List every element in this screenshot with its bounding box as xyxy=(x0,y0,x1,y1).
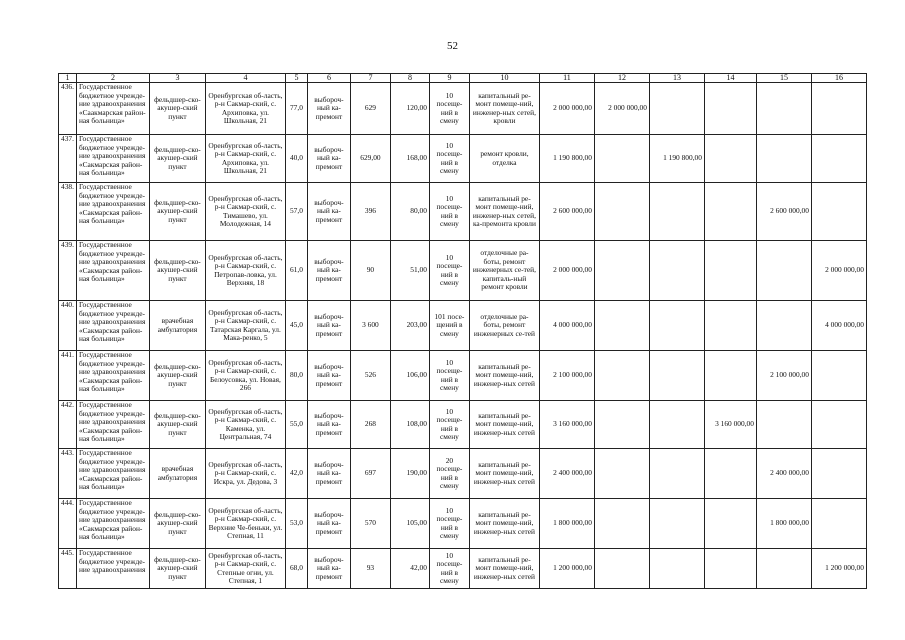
facility-address: Оренбургская об-ласть, р-н Сакмар-ский, с. Каменка, ул. Центральная, 74 xyxy=(205,401,285,449)
population-value: 396 xyxy=(350,183,390,241)
capacity-value: 10 посеще-ний в смену xyxy=(429,83,469,135)
works-description: капитальный ре-монт помеще-ний, инженер-ных сетей xyxy=(469,549,539,589)
year-amount-14: 3 160 000,00 xyxy=(704,401,756,449)
repair-type: выбороч-ный ка-премонт xyxy=(307,449,350,499)
works-description: капитальный ре-монт помеще-ний, инженер-ных сетей, кровли xyxy=(469,83,539,135)
row-number: 437. xyxy=(59,135,77,183)
unit-cost-value: 190,00 xyxy=(390,449,429,499)
table-row xyxy=(59,241,867,301)
facility-address: Оренбургская об-ласть, р-н Сакмар-ский, с. Тимашево, ул. Молодежная, 14 xyxy=(205,183,285,241)
institution-name: Государственное бюджетное учрежде-ние здравоохранения «Сакмарская район-ная больница» xyxy=(76,449,149,499)
year-amount-12 xyxy=(594,183,649,241)
area-value: 53,0 xyxy=(285,499,307,549)
institution-name: Государственное бюджетное учрежде-ние здравоохранения «Саакмарская район-ная больница» xyxy=(76,83,149,135)
year-amount-14 xyxy=(704,499,756,549)
unit-cost-value: 105,00 xyxy=(390,499,429,549)
institution-name: Государственное бюджетное учрежде-ние здравоохранения «Сакмарская район-ная больница» xyxy=(76,135,149,183)
unit-cost-value: 120,00 xyxy=(390,83,429,135)
total-cost: 2 000 000,00 xyxy=(539,241,594,301)
year-amount-16: 2 000 000,00 xyxy=(811,241,866,301)
repair-type: выбороч-ный ка-премонт xyxy=(307,351,350,401)
year-amount-15: 2 400 000,00 xyxy=(756,449,811,499)
capacity-value: 10 посеще-ний в смену xyxy=(429,351,469,401)
column-header: 5 xyxy=(285,74,307,83)
total-cost: 1 190 800,00 xyxy=(539,135,594,183)
year-amount-13 xyxy=(649,241,704,301)
works-description: отделочные ра-боты, ремонт инженерных се-тей, капиталь-ный ремонт кровли xyxy=(469,241,539,301)
facility-type: фельдшер-ско-акушер-ский пункт xyxy=(149,549,205,589)
row-number: 441. xyxy=(59,351,77,401)
year-amount-16 xyxy=(811,183,866,241)
row-number: 445. xyxy=(59,549,77,589)
row-number: 444. xyxy=(59,499,77,549)
table-row xyxy=(59,499,867,549)
facility-type: фельдшер-ско-акушер-ский пункт xyxy=(149,401,205,449)
facility-address: Оренбургская об-ласть, р-н Сакмар-ский, с. Архиповка, ул. Школьная, 21 xyxy=(205,83,285,135)
total-cost: 4 000 000,00 xyxy=(539,301,594,351)
works-description: капитальный ре-монт помеще-ний, инженер-ных сетей xyxy=(469,449,539,499)
year-amount-14 xyxy=(704,135,756,183)
year-amount-15: 2 600 000,00 xyxy=(756,183,811,241)
column-header: 6 xyxy=(307,74,350,83)
year-amount-15 xyxy=(756,301,811,351)
works-description: капитальный ре-монт помеще-ний, инженер-ных сетей, ка-премонта кровли xyxy=(469,183,539,241)
column-header: 4 xyxy=(205,74,285,83)
year-amount-16 xyxy=(811,351,866,401)
population-value: 268 xyxy=(350,401,390,449)
institution-name: Государственное бюджетное учрежде-ние здравоохранения «Сакмарская район-ная больница» xyxy=(76,183,149,241)
year-amount-16: 1 200 000,00 xyxy=(811,549,866,589)
institution-name: Государственное бюджетное учрежде-ние здравоохранения «Сакмарская район-ная больница» xyxy=(76,401,149,449)
institution-name: Государственное бюджетное учрежде-ние здравоохранения «Сакмарская район-ная больница» xyxy=(76,351,149,401)
repair-type: выбороч-ный ка-премонт xyxy=(307,549,350,589)
column-header: 13 xyxy=(649,74,704,83)
row-number: 440. xyxy=(59,301,77,351)
institution-name: Государственное бюджетное учрежде-ние здравоохранения «Сакмарская район-ная больница» xyxy=(76,499,149,549)
capacity-value: 10 посеще-ний в смену xyxy=(429,401,469,449)
year-amount-13 xyxy=(649,83,704,135)
table-row xyxy=(59,549,867,589)
column-header: 14 xyxy=(704,74,756,83)
table-row xyxy=(59,301,867,351)
year-amount-16 xyxy=(811,499,866,549)
year-amount-12 xyxy=(594,499,649,549)
year-amount-14 xyxy=(704,83,756,135)
column-header: 12 xyxy=(594,74,649,83)
year-amount-12 xyxy=(594,401,649,449)
year-amount-15 xyxy=(756,401,811,449)
row-number: 438. xyxy=(59,183,77,241)
total-cost: 3 160 000,00 xyxy=(539,401,594,449)
area-value: 42,0 xyxy=(285,449,307,499)
area-value: 45,0 xyxy=(285,301,307,351)
population-value: 697 xyxy=(350,449,390,499)
facility-address: Оренбургская об-ласть, р-н Сакмар-ский, с. Верхние Че-беньки, ул. Степная, 11 xyxy=(205,499,285,549)
facility-type: врачебная амбулатория xyxy=(149,449,205,499)
population-value: 93 xyxy=(350,549,390,589)
capacity-value: 10 посеще-ний в смену xyxy=(429,499,469,549)
unit-cost-value: 42,00 xyxy=(390,549,429,589)
table-row xyxy=(59,135,867,183)
table-row xyxy=(59,351,867,401)
year-amount-12 xyxy=(594,301,649,351)
year-amount-15 xyxy=(756,83,811,135)
total-cost: 1 200 000,00 xyxy=(539,549,594,589)
total-cost: 2 000 000,00 xyxy=(539,83,594,135)
capacity-value: 20 посеще-ний в смену xyxy=(429,449,469,499)
facility-type: фельдшер-ско-акушер-ский пункт xyxy=(149,135,205,183)
year-amount-16: 4 000 000,00 xyxy=(811,301,866,351)
facility-type: фельдшер-ско-акушер-ский пункт xyxy=(149,183,205,241)
capacity-value: 10 посеще-ний в смену xyxy=(429,549,469,589)
repair-type: выбороч-ный ка-премонт xyxy=(307,83,350,135)
year-amount-13 xyxy=(649,499,704,549)
area-value: 61,0 xyxy=(285,241,307,301)
population-value: 629,00 xyxy=(350,135,390,183)
repair-type: выбороч-ный ка-премонт xyxy=(307,135,350,183)
year-amount-15 xyxy=(756,549,811,589)
year-amount-14 xyxy=(704,549,756,589)
year-amount-12 xyxy=(594,241,649,301)
year-amount-16 xyxy=(811,83,866,135)
column-header: 16 xyxy=(811,74,866,83)
year-amount-12 xyxy=(594,135,649,183)
institution-name: Государственное бюджетное учрежде-ние здравоохранения «Сакмарская район-ная больница» xyxy=(76,241,149,301)
column-header: 15 xyxy=(756,74,811,83)
year-amount-14 xyxy=(704,449,756,499)
page-number: 52 xyxy=(447,40,458,52)
unit-cost-value: 168,00 xyxy=(390,135,429,183)
row-number: 436. xyxy=(59,83,77,135)
population-value: 526 xyxy=(350,351,390,401)
repair-type: выбороч-ный ка-премонт xyxy=(307,401,350,449)
register-table xyxy=(58,73,867,589)
facility-address: Оренбургская об-ласть, р-н Сакмар-ский, с. Петропав-ловка, ул. Верхняя, 18 xyxy=(205,241,285,301)
total-cost: 2 600 000,00 xyxy=(539,183,594,241)
table-row xyxy=(59,449,867,499)
area-value: 80,0 xyxy=(285,351,307,401)
population-value: 629 xyxy=(350,83,390,135)
works-description: капитальный ре-монт помеще-ний, инженер-ных сетей xyxy=(469,351,539,401)
facility-address: Оренбургская об-ласть, р-н Сакмар-ский, с. Архиповка, ул. Школьная, 21 xyxy=(205,135,285,183)
year-amount-12 xyxy=(594,351,649,401)
unit-cost-value: 203,00 xyxy=(390,301,429,351)
area-value: 68,0 xyxy=(285,549,307,589)
year-amount-16 xyxy=(811,401,866,449)
repair-type: выбороч-ный ка-премонт xyxy=(307,499,350,549)
year-amount-13: 1 190 800,00 xyxy=(649,135,704,183)
total-cost: 1 800 000,00 xyxy=(539,499,594,549)
capacity-value: 10 посеще-ний в смену xyxy=(429,241,469,301)
year-amount-15 xyxy=(756,135,811,183)
area-value: 77,0 xyxy=(285,83,307,135)
year-amount-14 xyxy=(704,301,756,351)
unit-cost-value: 108,00 xyxy=(390,401,429,449)
institution-name: Государственное бюджетное учрежде-ние здравоохранения «Сакмарская район-ная больница» xyxy=(76,301,149,351)
unit-cost-value: 106,00 xyxy=(390,351,429,401)
column-number-row xyxy=(59,74,867,83)
population-value: 570 xyxy=(350,499,390,549)
works-description: капитальный ре-монт помеще-ний, инженер-ных сетей xyxy=(469,401,539,449)
row-number: 443. xyxy=(59,449,77,499)
year-amount-12 xyxy=(594,449,649,499)
year-amount-13 xyxy=(649,183,704,241)
area-value: 57,0 xyxy=(285,183,307,241)
year-amount-16 xyxy=(811,135,866,183)
facility-address: Оренбургская об-ласть, р-н Сакмар-ский, с. Белоусовка, ул. Новая, 266 xyxy=(205,351,285,401)
total-cost: 2 400 000,00 xyxy=(539,449,594,499)
facility-type: фельдшер-ско-акушер-ский пункт xyxy=(149,83,205,135)
capacity-value: 101 посе-щений в смену xyxy=(429,301,469,351)
column-header: 8 xyxy=(390,74,429,83)
capacity-value: 10 посеще-ний в смену xyxy=(429,135,469,183)
column-header: 1 xyxy=(59,74,77,83)
row-number: 439. xyxy=(59,241,77,301)
column-header: 2 xyxy=(76,74,149,83)
column-header: 10 xyxy=(469,74,539,83)
institution-name: Государственное бюджетное учрежде-ние здравоохранения xyxy=(76,549,149,589)
year-amount-15: 1 800 000,00 xyxy=(756,499,811,549)
column-header: 3 xyxy=(149,74,205,83)
table-row xyxy=(59,83,867,135)
facility-type: фельдшер-ско-акушер-ский пункт xyxy=(149,241,205,301)
year-amount-14 xyxy=(704,241,756,301)
year-amount-12: 2 000 000,00 xyxy=(594,83,649,135)
year-amount-13 xyxy=(649,449,704,499)
year-amount-16 xyxy=(811,449,866,499)
facility-address: Оренбургская об-ласть, р-н Сакмар-ский, с. Искра, ул. Дедова, 3 xyxy=(205,449,285,499)
facility-type: фельдшер-ско-акушер-ский пункт xyxy=(149,499,205,549)
column-header: 7 xyxy=(350,74,390,83)
total-cost: 2 100 000,00 xyxy=(539,351,594,401)
year-amount-14 xyxy=(704,183,756,241)
capacity-value: 10 посеще-ний в смену xyxy=(429,183,469,241)
year-amount-13 xyxy=(649,401,704,449)
year-amount-14 xyxy=(704,351,756,401)
column-header: 11 xyxy=(539,74,594,83)
works-description: отделочные ра-боты, ремонт инженерных се-тей xyxy=(469,301,539,351)
population-value: 3 600 xyxy=(350,301,390,351)
repair-type: выбороч-ный ка-премонт xyxy=(307,241,350,301)
area-value: 40,0 xyxy=(285,135,307,183)
unit-cost-value: 51,00 xyxy=(390,241,429,301)
unit-cost-value: 80,00 xyxy=(390,183,429,241)
row-number: 442. xyxy=(59,401,77,449)
works-description: капитальный ре-монт помеще-ний, инженер-ных сетей xyxy=(469,499,539,549)
population-value: 90 xyxy=(350,241,390,301)
facility-address: Оренбургская об-ласть, р-н Сакмар-ский, с. Татарская Каргала, ул. Мака-ренко, 5 xyxy=(205,301,285,351)
repair-type: выбороч-ный ка-премонт xyxy=(307,301,350,351)
facility-type: врачебная амбулатория xyxy=(149,301,205,351)
year-amount-13 xyxy=(649,351,704,401)
year-amount-13 xyxy=(649,301,704,351)
year-amount-12 xyxy=(594,549,649,589)
year-amount-13 xyxy=(649,549,704,589)
year-amount-15: 2 100 000,00 xyxy=(756,351,811,401)
column-header: 9 xyxy=(429,74,469,83)
facility-type: фельдшер-ско-акушер-ский пункт xyxy=(149,351,205,401)
table-row xyxy=(59,401,867,449)
year-amount-15 xyxy=(756,241,811,301)
area-value: 55,0 xyxy=(285,401,307,449)
works-description: ремонт кровли, отделка xyxy=(469,135,539,183)
facility-address: Оренбургская об-ласть, р-н Сакмар-ский, с. Степные огни, ул. Степная, 1 xyxy=(205,549,285,589)
repair-type: выбороч-ный ка-премонт xyxy=(307,183,350,241)
table-row xyxy=(59,183,867,241)
